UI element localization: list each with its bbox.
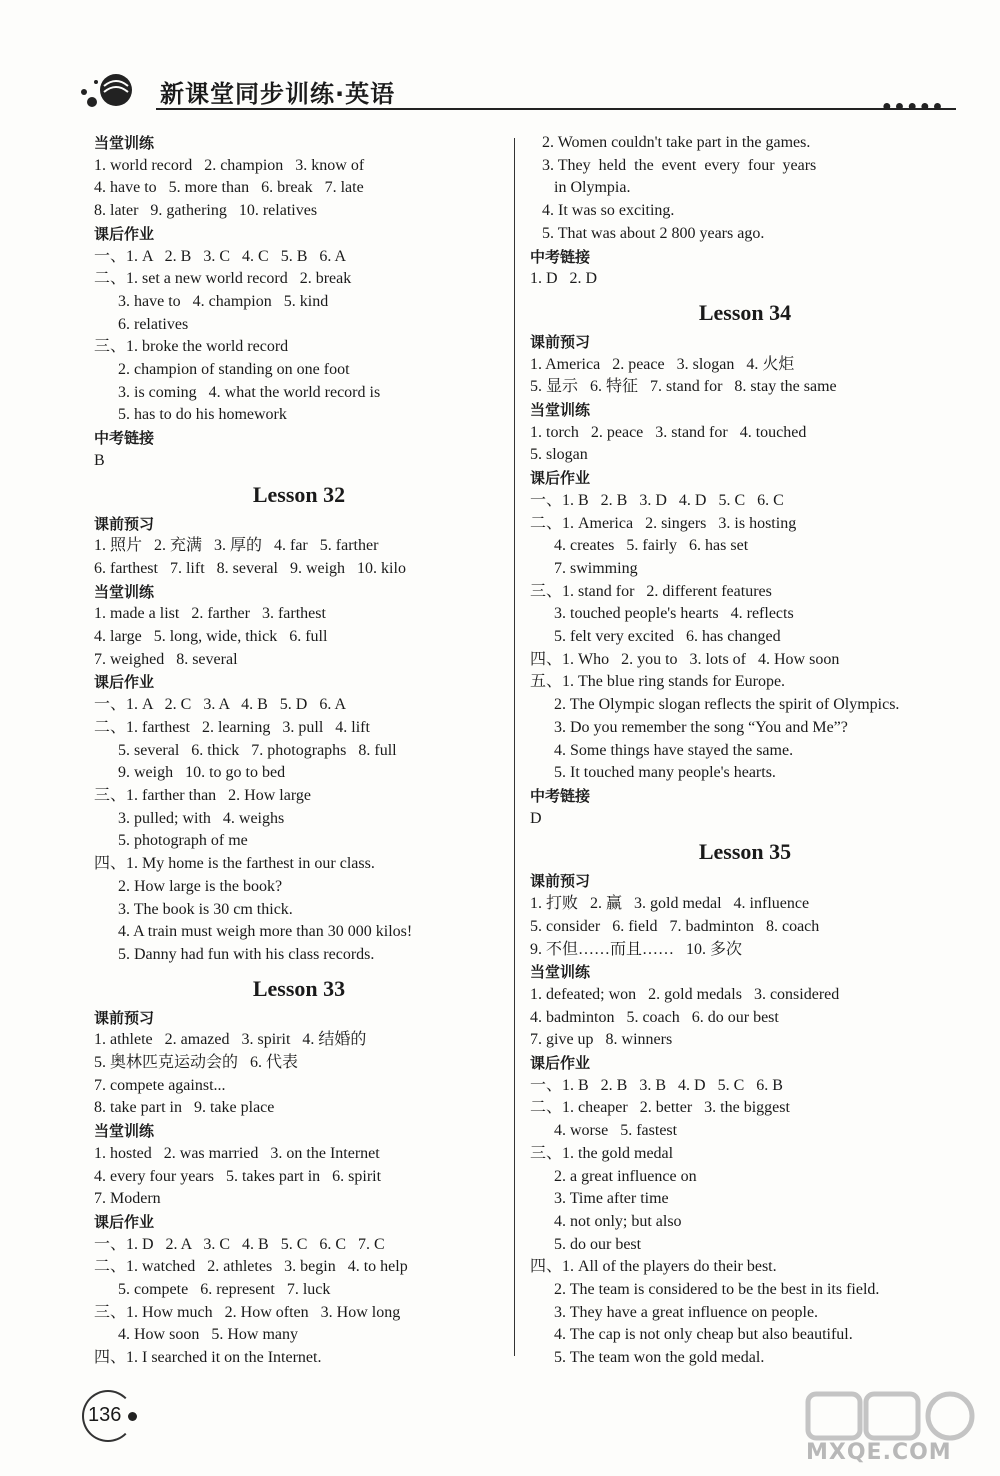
answer-line: 2. Women couldn't take part in the games. bbox=[530, 134, 811, 151]
answer-line: 3. Do you remember the song “You and Me”? bbox=[530, 718, 848, 736]
section-heading: 当堂训练 bbox=[94, 1122, 155, 1141]
answer-line: 3. have to 4. champion 5. kind bbox=[94, 292, 329, 310]
answer-line: 4. worse 5. fastest bbox=[530, 1122, 678, 1140]
right-column bbox=[530, 132, 960, 1370]
answer-line: 2. How large is the book? bbox=[94, 877, 283, 895]
section-heading: 课后作业 bbox=[530, 1054, 591, 1073]
answer-line: 5. has to do his homework bbox=[94, 406, 287, 424]
answer-line: 二、1. farthest 2. learning 3. pull 4. lift bbox=[94, 718, 370, 736]
watermark-url: MXQE.COM bbox=[806, 1440, 952, 1465]
answer-line: 1. 照片 2. 充满 3. 厚的 4. far 5. farther bbox=[94, 537, 379, 555]
answer-line: 4. every four years 5. takes part in 6. spirit bbox=[94, 1167, 382, 1185]
answer-line: 一、1. D 2. A 3. C 4. B 5. C 6. C 7. C bbox=[94, 1235, 385, 1253]
answer-line: 四、1. Who 2. you to 3. lots of 4. How soon bbox=[530, 650, 840, 668]
answer-line: 3. pulled; with 4. weighs bbox=[94, 809, 285, 827]
answer-line: 四、1. I searched it on the Internet. bbox=[94, 1349, 322, 1367]
answer-line: 5. felt very excited 6. has changed bbox=[530, 628, 781, 646]
book-series-logo-icon bbox=[78, 70, 138, 110]
answer-line: 3. Time after time bbox=[530, 1190, 669, 1208]
answer-line: in Olympia. bbox=[530, 179, 631, 197]
section-heading: 中考链接 bbox=[94, 429, 155, 448]
answer-line: 1. defeated; won 2. gold medals 3. considered bbox=[530, 985, 840, 1003]
section-heading: 课后作业 bbox=[94, 1212, 155, 1231]
lesson-title: Lesson 32 bbox=[252, 481, 346, 507]
answer-line: 一、1. A 2. B 3. C 4. C 5. B 6. A bbox=[94, 247, 347, 265]
answer-line: 5. do our best bbox=[530, 1235, 642, 1253]
answer-line: 三、1. stand for 2. different features bbox=[530, 582, 772, 600]
answer-line: 二、1. watched 2. athletes 3. begin 4. to help bbox=[94, 1258, 408, 1276]
answer-line: 4. badminton 5. coach 6. do our best bbox=[530, 1008, 779, 1026]
answer-line: 2. champion of standing on one foot bbox=[94, 361, 350, 379]
answer-line: 4. A train must weigh more than 30 000 kilos! bbox=[94, 923, 413, 941]
page-header bbox=[78, 68, 958, 115]
section-heading: 当堂训练 bbox=[530, 963, 591, 982]
answer-line: 1. world record 2. champion 3. know of bbox=[94, 156, 365, 174]
answer-line: 6. farthest 7. lift 8. several 9. weigh 10. kilo bbox=[94, 559, 406, 577]
section-heading: 当堂训练 bbox=[94, 582, 155, 601]
section-heading: 课前预习 bbox=[530, 332, 591, 351]
answer-line: 一、1. B 2. B 3. D 4. D 5. C 6. C bbox=[530, 491, 784, 509]
section-heading: 课后作业 bbox=[94, 673, 155, 692]
answer-line: 一、1. B 2. B 3. B 4. D 5. C 6. B bbox=[530, 1076, 783, 1094]
answer-line: 1. athlete 2. amazed 3. spirit 4. 结婚的 bbox=[94, 1031, 367, 1049]
answer-line: 3. They have a great influence on people. bbox=[530, 1303, 819, 1321]
answer-line: 3. touched people's hearts 4. reflects bbox=[530, 605, 794, 623]
answer-line: 8. take part in 9. take place bbox=[94, 1099, 275, 1117]
answer-line: 7. give up 8. winners bbox=[530, 1031, 673, 1049]
answer-line: 5. slogan bbox=[530, 446, 588, 464]
left-column bbox=[94, 132, 504, 1370]
answer-line: 4. creates 5. fairly 6. has set bbox=[530, 537, 749, 555]
answer-line: 7. swimming bbox=[530, 559, 638, 577]
answer-line: 6. relatives bbox=[94, 315, 189, 333]
answer-line: 7. compete against... bbox=[94, 1076, 226, 1094]
header-rule bbox=[156, 108, 956, 110]
answer-line: 4. It was so exciting. bbox=[530, 202, 675, 220]
section-heading: 课前预习 bbox=[94, 514, 155, 533]
answer-line: 5. compete 6. represent 7. luck bbox=[94, 1281, 331, 1299]
answer-line: 8. later 9. gathering 10. relatives bbox=[94, 202, 318, 220]
answer-line: 四、1. All of the players do their best. bbox=[530, 1258, 777, 1276]
answer-line: 7. weighed 8. several bbox=[94, 650, 238, 668]
answer-line: 1. D 2. D bbox=[530, 270, 598, 288]
answer-line: 三、1. the gold medal bbox=[530, 1144, 674, 1162]
page-number: 136 bbox=[88, 1404, 122, 1426]
answer-line: 三、1. broke the world record bbox=[94, 338, 289, 356]
answer-line: 二、1. cheaper 2. better 3. the biggest bbox=[530, 1099, 790, 1117]
column-divider bbox=[514, 138, 515, 1356]
answer-line: 三、1. farther than 2. How large bbox=[94, 786, 311, 804]
answer-line: 1. America 2. peace 3. slogan 4. 火炬 bbox=[530, 355, 795, 373]
answer-line: 5. several 6. thick 7. photographs 8. full bbox=[94, 741, 397, 759]
answer-line: 4. Some things have stayed the same. bbox=[530, 741, 794, 759]
answer-line: B bbox=[94, 451, 105, 469]
answer-line: 5. 奥林匹克运动会的 6. 代表 bbox=[94, 1054, 299, 1072]
book-title: 新课堂同步训练·英语 bbox=[160, 80, 396, 108]
answer-line: 1. hosted 2. was married 3. on the Internet bbox=[94, 1144, 380, 1162]
answer-line: 5. consider 6. field 7. badminton 8. coach bbox=[530, 917, 820, 935]
answer-line: 1. torch 2. peace 3. stand for 4. touched bbox=[530, 423, 807, 441]
section-heading: 当堂训练 bbox=[94, 134, 155, 152]
answer-line: 四、1. My home is the farthest in our class. bbox=[94, 855, 375, 873]
answer-line: 7. Modern bbox=[94, 1190, 161, 1208]
section-heading: 课前预习 bbox=[94, 1008, 155, 1027]
lesson-title: Lesson 33 bbox=[252, 975, 346, 1001]
answer-line: 1. 打败 2. 赢 3. gold medal 4. influence bbox=[530, 895, 810, 913]
section-heading: 当堂训练 bbox=[530, 401, 591, 420]
answer-line: 5. photograph of me bbox=[94, 832, 248, 850]
answer-line: 五、1. The blue ring stands for Europe. bbox=[530, 673, 786, 691]
answer-line: 3. is coming 4. what the world record is bbox=[94, 383, 381, 401]
answer-line: 9. weigh 10. to go to bed bbox=[94, 764, 286, 782]
lesson-title: Lesson 34 bbox=[698, 299, 792, 325]
answer-line: 二、1. America 2. singers 3. is hosting bbox=[530, 514, 797, 532]
answer-line: 1. made a list 2. farther 3. farthest bbox=[94, 605, 326, 623]
header-dots-icon: ●●●●● bbox=[882, 98, 946, 115]
answer-line: 二、1. set a new world record 2. break bbox=[94, 270, 352, 288]
answer-line: 4. The cap is not only cheap but also beautiful. bbox=[530, 1326, 853, 1344]
answer-line: 4. not only; but also bbox=[530, 1212, 682, 1230]
answer-line: 3. The book is 30 cm thick. bbox=[94, 900, 293, 918]
answer-line: 5. 显示 6. 特征 7. stand for 8. stay the same bbox=[530, 378, 837, 396]
section-heading: 课前预习 bbox=[530, 872, 591, 891]
answer-line: 2. a great influence on bbox=[530, 1167, 697, 1185]
section-heading: 中考链接 bbox=[530, 247, 591, 266]
answer-line: 5. Danny had fun with his class records. bbox=[94, 945, 375, 963]
section-heading: 课后作业 bbox=[530, 469, 591, 488]
lesson-title: Lesson 35 bbox=[698, 839, 792, 865]
answer-line: 4. have to 5. more than 6. break 7. late bbox=[94, 179, 364, 197]
answer-line: 2. The team is considered to be the best in its field. bbox=[530, 1281, 880, 1299]
answer-line: 4. How soon 5. How many bbox=[94, 1326, 298, 1344]
answer-line: 3. They held the event every four years bbox=[530, 156, 817, 174]
answer-line: 4. large 5. long, wide, thick 6. full bbox=[94, 628, 328, 646]
section-heading: 中考链接 bbox=[530, 786, 591, 805]
answer-line: 三、1. How much 2. How often 3. How long bbox=[94, 1303, 401, 1321]
section-heading: 课后作业 bbox=[94, 224, 155, 243]
page-dot-icon bbox=[128, 1412, 137, 1421]
answer-line: 2. The Olympic slogan reflects the spirit of Olympics. bbox=[530, 696, 900, 714]
answer-line: 9. 不但……而且…… 10. 多次 bbox=[530, 940, 743, 958]
answer-line: 一、1. A 2. C 3. A 4. B 5. D 6. A bbox=[94, 696, 347, 714]
answer-line: D bbox=[530, 809, 542, 827]
answer-line: 5. The team won the gold medal. bbox=[530, 1349, 765, 1367]
answer-line: 5. That was about 2 800 years ago. bbox=[530, 224, 765, 242]
answer-line: 5. It touched many people's hearts. bbox=[530, 764, 776, 782]
